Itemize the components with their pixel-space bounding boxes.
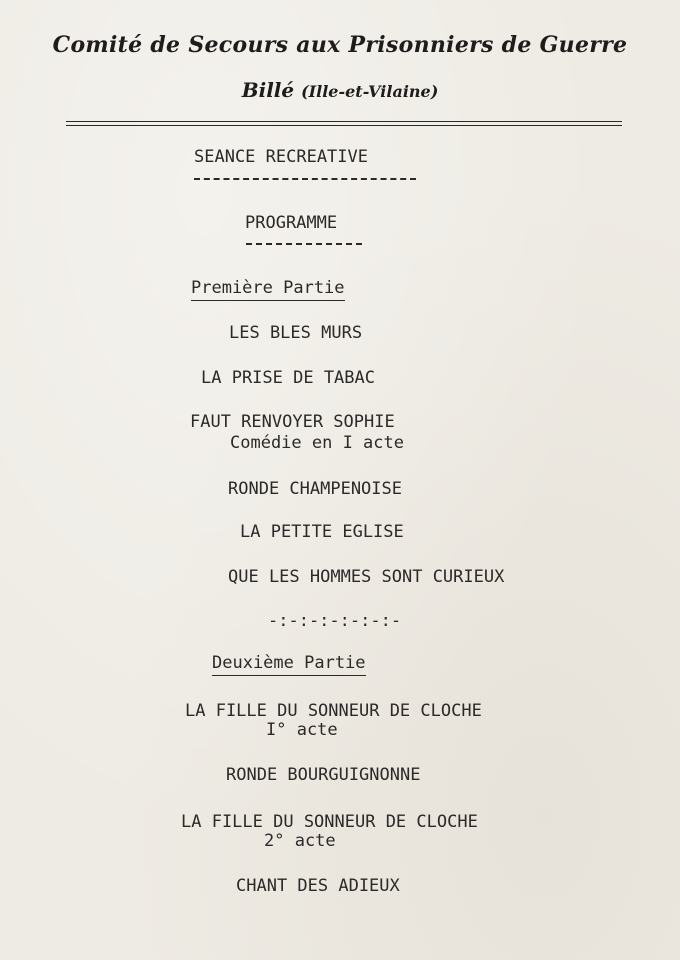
part1-item-1: LES BLES MURS <box>229 323 363 343</box>
region-name: (Ille-et-Vilaine) <box>301 82 439 101</box>
programme-heading: PROGRAMME <box>245 213 338 233</box>
part2-item-2: RONDE BOURGUIGNONNE <box>226 765 421 785</box>
part1-item-3: FAUT RENVOYER SOPHIE <box>190 412 395 432</box>
part1-item-5: LA PETITE EGLISE <box>240 522 404 542</box>
part1-item-2: LA PRISE DE TABAC <box>201 368 375 388</box>
section-separator: -:-:-:-:-:-:- <box>268 611 402 631</box>
title-dash-rule <box>194 178 416 182</box>
committee-heading: Comité de Secours aux Prisonniers de Guerre <box>52 32 628 58</box>
programme-dash-rule <box>246 243 362 247</box>
town-heading <box>0 78 680 102</box>
part1-heading-text: Première Partie <box>191 278 345 301</box>
part1-heading <box>191 278 345 298</box>
part2-heading-text: Deuxième Partie <box>212 653 366 676</box>
part2-item-3-subtitle: 2° acte <box>264 831 336 851</box>
part1-item-6: QUE LES HOMMES SONT CURIEUX <box>228 567 505 587</box>
part2-item-3: LA FILLE DU SONNEUR DE CLOCHE <box>181 812 478 832</box>
part2-item-4: CHANT DES ADIEUX <box>236 876 400 896</box>
part2-item-1: LA FILLE DU SONNEUR DE CLOCHE <box>185 701 482 721</box>
event-title: SEANCE RECREATIVE <box>194 147 368 167</box>
part1-item-4: RONDE CHAMPENOISE <box>228 479 402 499</box>
part2-item-1-subtitle: I° acte <box>266 720 338 740</box>
town-name: Billé <box>241 78 295 102</box>
header-double-rule <box>66 121 622 126</box>
part1-item-3-subtitle: Comédie en I acte <box>230 433 404 453</box>
part2-heading <box>212 653 366 673</box>
